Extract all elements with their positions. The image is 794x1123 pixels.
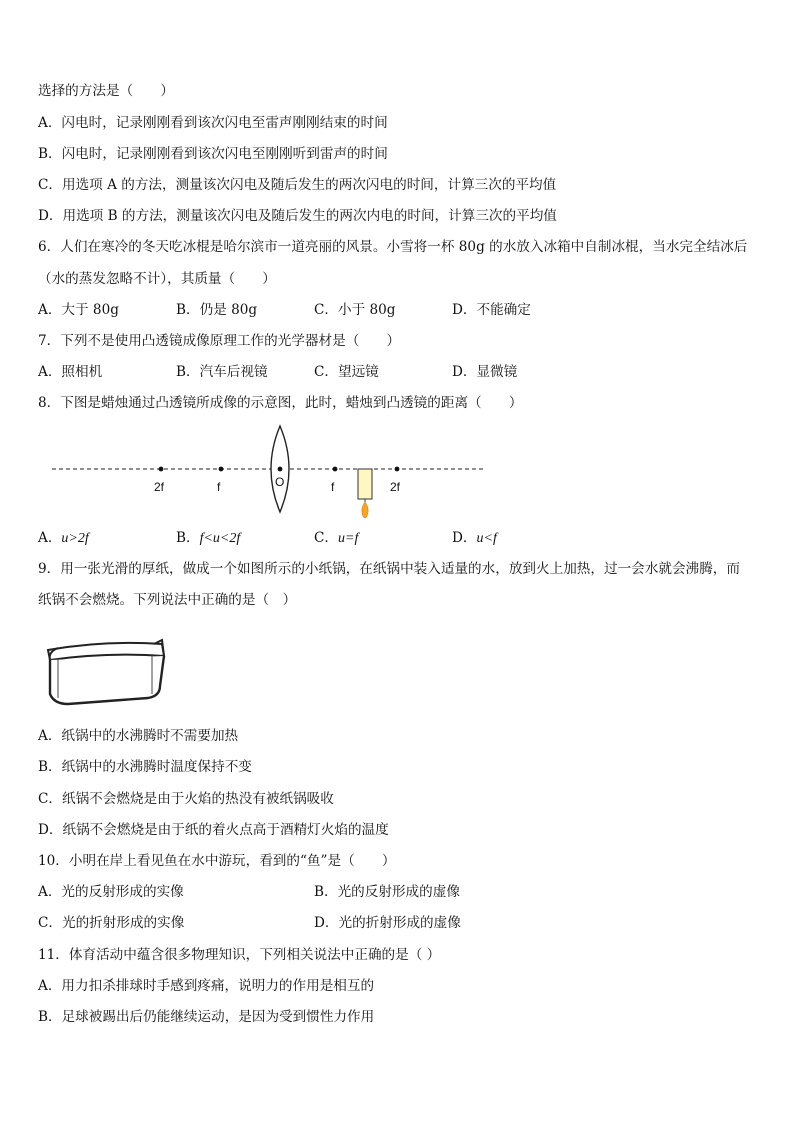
q6-option-d: D．不能确定	[452, 302, 531, 318]
question-9: 9．用一张光滑的厚纸，做成一个如图所示的小纸锅，在纸锅中装入适量的水，放到火上加热，过一会水就会沸腾，而	[38, 561, 740, 577]
q10-option-a: A．光的反射形成的实像	[38, 884, 184, 900]
q7-option-b: B．汽车后视镜	[176, 364, 268, 380]
q9-option-a: A．纸锅中的水沸腾时不需要加热	[38, 728, 239, 744]
q11-option-a: A．用力扣杀排球时手感到疼痛，说明力的作用是相互的	[38, 978, 375, 994]
q10-option-c: C．光的折射形成的实像	[38, 915, 185, 931]
point-2f-left	[159, 467, 164, 472]
q8-option-c: C．u=f	[314, 530, 359, 546]
label-f-left: f	[217, 480, 221, 494]
label-o: O	[275, 475, 285, 489]
q8-option-b: B．f<u<2f	[176, 530, 241, 546]
paper-pot-illustration	[44, 636, 168, 708]
q10-option-d: D．光的折射形成的虚像	[314, 915, 461, 931]
question-8: 8．下图是蜡烛通过凸透镜所成像的示意图，此时，蜡烛到凸透镜的距离（ ）	[38, 395, 523, 411]
q9-option-d: D．纸锅不会燃烧是由于纸的着火点高于酒精灯火焰的温度	[38, 822, 389, 838]
q10-option-b: B．光的反射形成的虚像	[314, 884, 460, 900]
label-f-right: f	[331, 480, 335, 494]
q11-option-b: B．足球被踢出后仍能继续运动，是因为受到惯性力作用	[38, 1009, 375, 1025]
question-11: 11．体育活动中蕴含很多物理知识，下列相关说法中正确的是（ ）	[38, 947, 441, 963]
q9-option-c: C．纸锅不会燃烧是由于火焰的热没有被纸锅吸收	[38, 791, 334, 807]
lens-diagram	[40, 420, 500, 524]
point-2f-right	[395, 467, 400, 472]
q9-option-b: B．纸锅中的水沸腾时温度保持不变	[38, 759, 252, 775]
question-9-cont: 纸锅不会燃烧。下列说法中正确的是（ ）	[38, 592, 297, 608]
question-6-cont: （水的蒸发忽略不计），其质量（ ）	[38, 271, 276, 287]
question-10: 10．小明在岸上看见鱼在水中游玩，看到的“鱼”是（ ）	[38, 853, 396, 869]
q6-option-a: A．大于 80g	[38, 302, 119, 318]
option-c: C．用选项 A 的方法，测量该次闪电及随后发生的两次闪电的时间，计算三次的平均值	[38, 177, 557, 193]
text-line: 选择的方法是（ ）	[38, 83, 174, 99]
label-2f-right: 2f	[390, 480, 401, 494]
q8-option-a: A．u>2f	[38, 530, 89, 546]
q6-option-c: C．小于 80g	[314, 302, 396, 318]
option-b: B．闪电时，记录刚刚看到该次闪电至刚刚听到雷声的时间	[38, 146, 388, 162]
point-o	[278, 467, 283, 472]
point-f-left	[219, 467, 224, 472]
option-d: D．用选项 B 的方法，测量该次闪电及随后发生的两次内电的时间，计算三次的平均值	[38, 208, 557, 224]
question-7: 7．下列不是使用凸透镜成像原理工作的光学器材是（ ）	[38, 333, 401, 349]
point-f-right	[333, 467, 338, 472]
label-2f-left: 2f	[154, 480, 165, 494]
q6-option-b: B．仍是 80g	[176, 302, 258, 318]
candle	[358, 469, 372, 499]
candle-flame	[362, 502, 368, 518]
q7-option-d: D．显微镜	[452, 364, 518, 380]
question-6: 6．人们在寒冷的冬天吃冰棍是哈尔滨市一道亮丽的风景。小雪将一杯 80g 的水放入冰箱中自制冰棍，当水完全结冰后	[38, 239, 748, 255]
option-a: A．闪电时，记录刚刚看到该次闪电至雷声刚刚结束的时间	[38, 115, 388, 131]
q7-option-c: C．望远镜	[314, 364, 379, 380]
q7-option-a: A．照相机	[38, 364, 103, 380]
q8-option-d: D．u<f	[452, 530, 497, 546]
